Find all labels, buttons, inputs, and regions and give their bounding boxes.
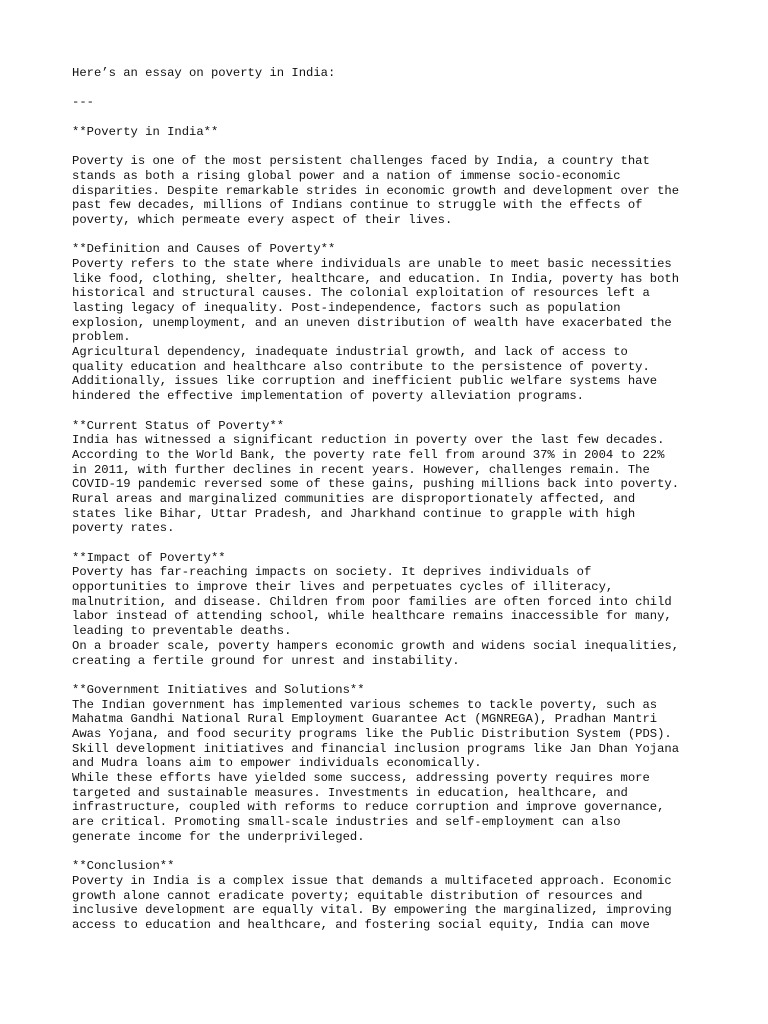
section-heading: **Conclusion** <box>72 859 175 874</box>
paragraph-line: On a broader scale, poverty hampers economic growth and widens social inequalities, <box>72 638 680 653</box>
paragraph-line: COVID-19 pandemic reversed some of these gains, pushing millions back into poverty. <box>72 477 680 492</box>
paragraph-line: hindered the effective implementation of poverty alleviation programs. <box>72 389 584 404</box>
section-heading: **Impact of Poverty** <box>72 550 226 565</box>
section-impact <box>72 551 712 669</box>
paragraph-line: Poverty is one of the most persistent challenges faced by India, a country that <box>72 154 650 169</box>
paragraph-line: While these efforts have yielded some success, addressing poverty requires more <box>72 771 650 785</box>
paragraph-line: Additionally, issues like corruption and inefficient public welfare systems have <box>72 374 658 389</box>
section-conclusion <box>72 859 712 932</box>
paragraph-line: like food, clothing, shelter, healthcare, and education. In India, poverty has both <box>72 271 680 286</box>
paragraph-line: labor instead of attending school, while healthcare remains inaccessible for many, <box>72 609 672 624</box>
intro-paragraph <box>72 154 712 227</box>
paragraph-line: targeted and sustainable measures. Investments in education, healthcare, and <box>72 785 628 800</box>
paragraph-line: poverty, which permeate every aspect of their lives. <box>72 212 453 227</box>
paragraph-line: poverty rates. <box>72 521 175 536</box>
paragraph-line: opportunities to improve their lives and perpetuates cycles of illiteracy, <box>72 580 614 595</box>
section-heading: **Current Status of Poverty** <box>72 418 285 433</box>
section-definition-causes <box>72 242 712 404</box>
spacer <box>72 536 712 551</box>
paragraph-line: The Indian government has implemented various schemes to tackle poverty, such as <box>72 697 658 712</box>
essay-title: **Poverty in India** <box>72 124 219 139</box>
paragraph-line: inclusive development are equally vital. By empowering the marginalized, improving <box>72 903 672 918</box>
intro-line: Here’s an essay on poverty in India: <box>72 66 336 80</box>
spacer <box>72 110 712 125</box>
section-current-status <box>72 419 712 537</box>
document-page <box>72 66 712 933</box>
paragraph-line: stands as both a rising global power and a nation of immense socio-economic <box>72 168 621 183</box>
paragraph-line: Awas Yojana, and food security programs like the Public Distribution System (PDS). <box>72 726 672 741</box>
paragraph-line: access to education and healthcare, and fostering social equity, India can move <box>72 917 650 932</box>
paragraph-line: leading to preventable deaths. <box>72 624 292 639</box>
spacer <box>72 81 712 96</box>
spacer <box>72 668 712 683</box>
paragraph-line: states like Bihar, Uttar Pradesh, and Jharkhand continue to grapple with high <box>72 506 636 521</box>
paragraph-line: in 2011, with further declines in recent years. However, challenges remain. The <box>72 462 650 477</box>
paragraph-line: According to the World Bank, the poverty rate fell from around 37% in 2004 to 22% <box>72 447 665 462</box>
spacer <box>72 404 712 419</box>
paragraph-line: historical and structural causes. The colonial exploitation of resources left a <box>72 286 650 301</box>
paragraph-line: explosion, unemployment, and an uneven distribution of wealth have exacerbated the <box>72 315 672 330</box>
paragraph-line: are critical. Promoting small-scale industries and self-employment can also <box>72 815 621 830</box>
paragraph-line: and Mudra loans aim to empower individuals economically. <box>72 756 482 771</box>
paragraph-line: Agricultural dependency, inadequate industrial growth, and lack of access to <box>72 345 628 360</box>
paragraph-line: Poverty refers to the state where individuals are unable to meet basic necessities <box>72 256 672 271</box>
paragraph-line: disparities. Despite remarkable strides in economic growth and development over the <box>72 183 680 198</box>
paragraph-line: growth alone cannot eradicate poverty; equitable distribution of resources and <box>72 888 643 903</box>
spacer <box>72 139 712 154</box>
paragraph-line: Skill development initiatives and financial inclusion programs like Jan Dhan Yojana <box>72 741 680 756</box>
paragraph-line: quality education and healthcare also contribute to the persistence of poverty. <box>72 359 650 374</box>
paragraph-line: India has witnessed a significant reduction in poverty over the last few decades. <box>72 433 665 448</box>
paragraph-line: malnutrition, and disease. Children from poor families are often forced into child <box>72 594 672 609</box>
section-heading: **Government Initiatives and Solutions** <box>72 682 365 697</box>
separator: --- <box>72 95 94 110</box>
paragraph-line: creating a fertile ground for unrest and instability. <box>72 653 460 668</box>
paragraph-line: infrastructure, coupled with reforms to reduce corruption and improve governance, <box>72 800 665 815</box>
paragraph-line: lasting legacy of inequality. Post-independence, factors such as population <box>72 301 621 315</box>
paragraph-line: past few decades, millions of Indians continue to struggle with the effects of <box>72 198 643 213</box>
paragraph-line: problem. <box>72 330 131 345</box>
spacer <box>72 228 712 243</box>
section-heading: **Definition and Causes of Poverty** <box>72 242 336 257</box>
paragraph-line: Poverty has far-reaching impacts on society. It deprives individuals of <box>72 565 592 580</box>
paragraph-line: Rural areas and marginalized communities are disproportionately affected, and <box>72 491 636 506</box>
spacer <box>72 844 712 859</box>
paragraph-line: Mahatma Gandhi National Rural Employment Guarantee Act (MGNREGA), Pradhan Mantri <box>72 712 658 727</box>
paragraph-line: generate income for the underprivileged. <box>72 829 365 844</box>
paragraph-line: Poverty in India is a complex issue that demands a multifaceted approach. Economic <box>72 873 672 888</box>
section-government-initiatives <box>72 683 712 845</box>
